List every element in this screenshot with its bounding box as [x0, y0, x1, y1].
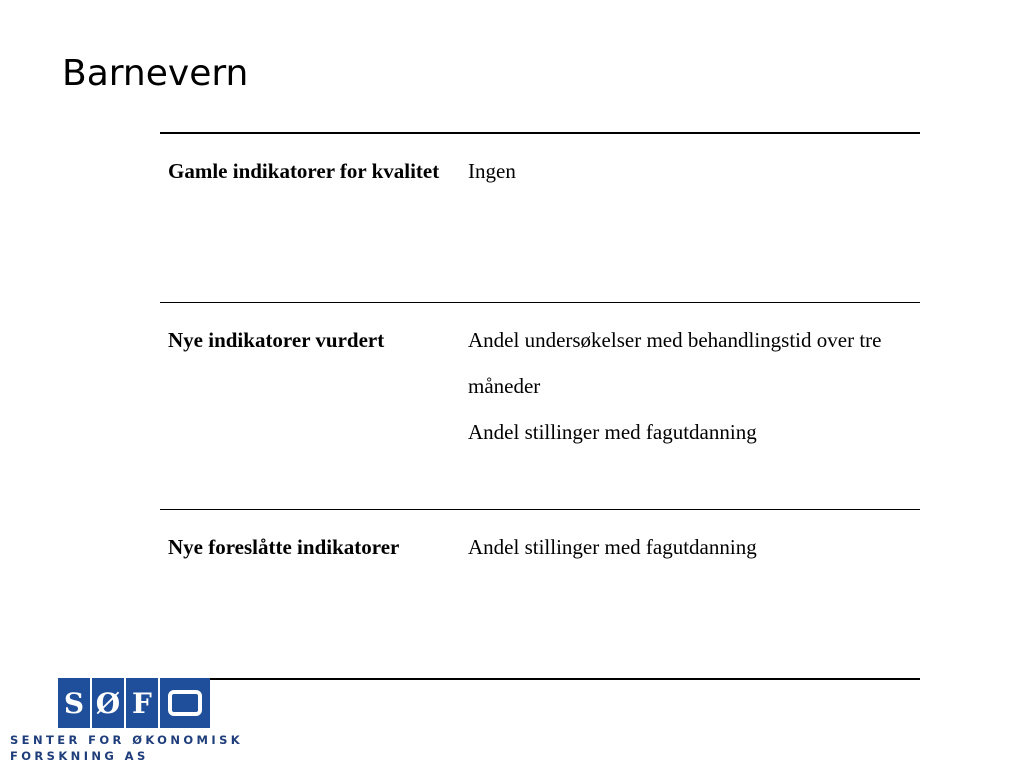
value-line: Ingen	[468, 159, 516, 183]
value-line: Andel stillinger med fagutdanning	[468, 535, 757, 559]
row-label: Nye indikatorer vurdert	[168, 328, 385, 352]
logo-line: FORSKNING AS	[10, 749, 149, 763]
indicator-table	[160, 132, 920, 680]
value-line: Andel undersøkelser med behandlingstid over tre måneder	[468, 328, 882, 398]
row-label: Nye foreslåtte indikatorer	[168, 535, 400, 559]
sof-logo	[10, 678, 250, 762]
row-value	[460, 303, 920, 509]
table-row	[160, 302, 920, 509]
logo-letter: Ø	[92, 678, 124, 728]
logo-square-icon	[160, 678, 210, 728]
logo-mark	[58, 678, 210, 728]
row-value	[460, 134, 920, 302]
logo-letter: S	[58, 678, 90, 728]
table-row	[160, 509, 920, 678]
logo-wordmark	[10, 732, 243, 764]
logo-letter: F	[126, 678, 158, 728]
table-row	[160, 134, 920, 302]
row-value	[460, 510, 920, 678]
logo-line: SENTER FOR ØKONOMISK	[10, 733, 244, 747]
row-label: Gamle indikatorer for kvalitet	[168, 159, 440, 183]
value-line: Andel stillinger med fagutdanning	[468, 420, 757, 444]
slide-title: Barnevern	[62, 53, 249, 94]
